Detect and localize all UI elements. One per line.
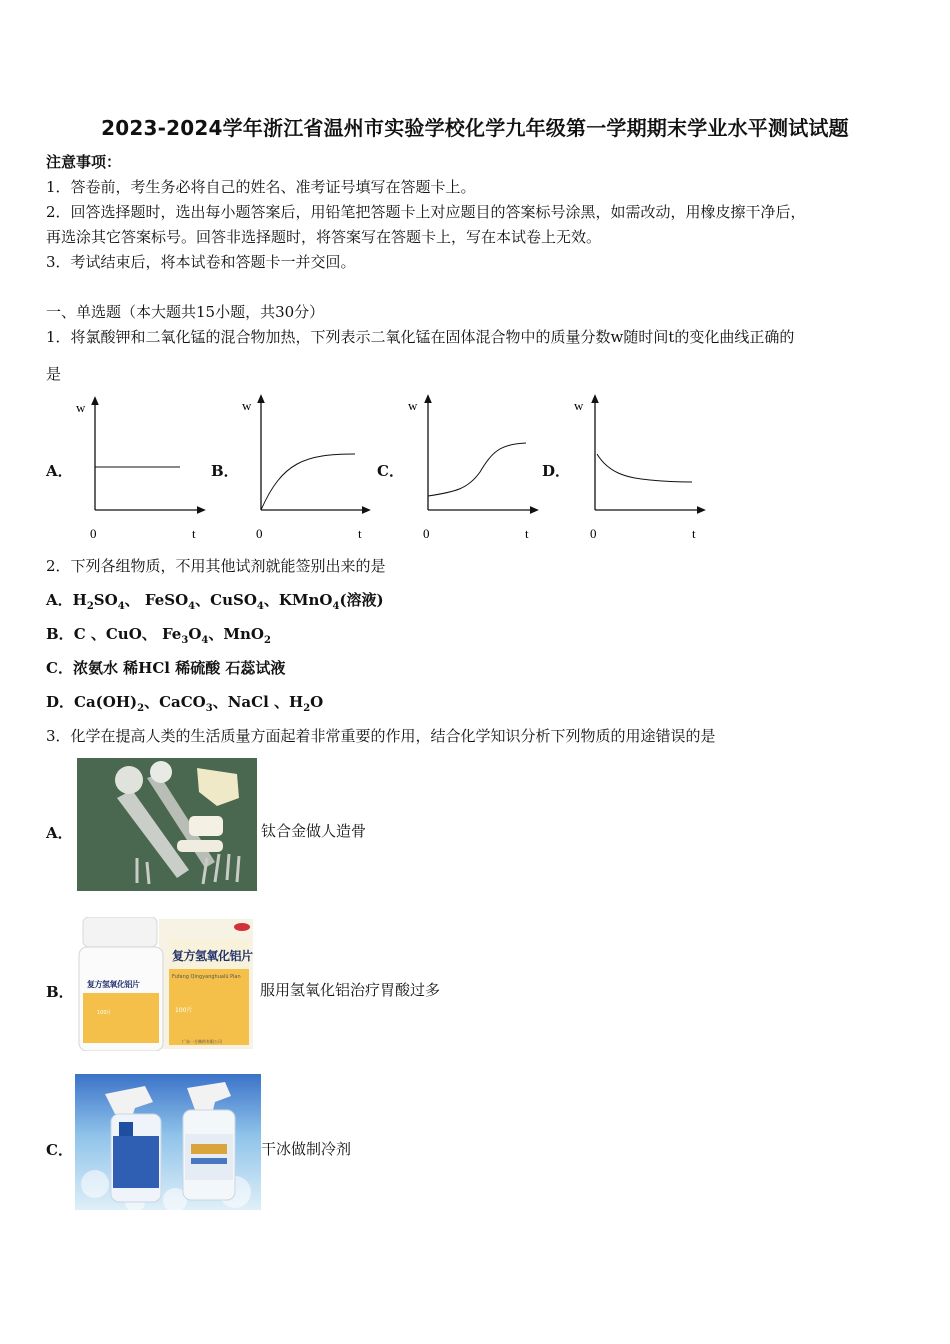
graph-b-t: t (358, 526, 362, 541)
page-title: 2023-2024学年浙江省温州市实验学校化学九年级第一学期期末学业水平测试试题 (101, 116, 849, 140)
titanium-bone-photo (77, 758, 257, 891)
medicine-box-photo (77, 917, 255, 1051)
graph-c (408, 398, 535, 541)
q1-option-d-label: D． (542, 462, 571, 480)
q3-option-c-text: 干冰做制冷剂 (261, 1140, 352, 1158)
graph-a-w: w (76, 400, 86, 415)
graph-d (574, 398, 702, 541)
coolant-spray-photo (75, 1074, 261, 1210)
q1-option-c-label: C． (377, 462, 404, 480)
q3-option-b-text: 服用氢氧化铝治疗胃酸过多 (260, 981, 441, 999)
q2-option-c: C．浓氨水 稀HCl 稀硫酸 石蕊试液 (46, 659, 286, 677)
bottle-count: 100片 (97, 1010, 112, 1016)
q2-option-d: D．$Ca(OH)_2$、CaCO$_3$、NaCl 、$H_2O$ (46, 693, 324, 714)
graph-b-origin: 0 (256, 526, 263, 541)
graph-c-curve (428, 443, 526, 496)
box-subtitle: Fufang Qingyanghualü Pian (172, 974, 241, 980)
q3-option-b-label: B． (46, 983, 74, 1001)
q2-text: 2．下列各组物质，不用其他试剂就能签别出来的是 (46, 557, 386, 575)
q3-option-a-text: 钛合金做人造骨 (261, 822, 367, 840)
q3-option-c-label: C． (46, 1141, 73, 1159)
q3-text: 3．化学在提高人类的生活质量方面起着非常重要的作用，结合化学知识分析下列物质的用途错误的是 (46, 727, 716, 745)
q1-option-b-label: B． (211, 462, 239, 480)
q1-option-a-label: A． (46, 462, 73, 480)
graph-c-w: w (408, 398, 418, 413)
q1-text: 1．将氯酸钾和二氧化锰的混合物加热，下列表示二氧化锰在固体混合物中的质量分数w随时间t的变化曲线正确的 (46, 328, 795, 346)
graph-a (76, 400, 202, 541)
notice-heading: 注意事项： (46, 153, 122, 171)
q1-text-cont: 是 (46, 365, 62, 383)
graph-d-curve (597, 454, 692, 482)
graph-b (242, 398, 367, 541)
notice-item-3: 3．考试结束后，将本试卷和答题卡一并交回。 (46, 253, 356, 271)
graph-d-t: t (692, 526, 696, 541)
q3-option-a-label: A． (46, 824, 73, 842)
section-heading: 一、单选题（本大题共15小题，共30分） (46, 303, 325, 321)
box-count: 100片 (175, 1007, 193, 1014)
graph-d-w: w (574, 398, 584, 413)
graph-a-origin: 0 (90, 526, 97, 541)
box-title: 复方氢氧化铝片 (172, 949, 253, 963)
notice-item-2-cont: 再选涂其它答案标号。回答非选择题时，将答案写在答题卡上，写在本试卷上无效。 (46, 228, 602, 246)
graph-b-w: w (242, 398, 252, 413)
notice-item-2: 2．回答选择题时，选出每小题答案后，用铅笔把答题卡上对应题目的答案标号涂黑，如需改动，用橡皮擦干净后， (46, 203, 806, 221)
q2-option-a: A．$H_2SO_4$、 FeSO$_4$、CuSO$_4$、KMnO$_4$(溶液) (46, 591, 384, 612)
graph-d-origin: 0 (590, 526, 597, 541)
graph-c-t: t (525, 526, 529, 541)
notice-item-1: 1．答卷前，考生务必将自己的姓名、准考证号填写在答题卡上。 (46, 178, 476, 196)
box-maker: 广东一方制药有限公司 (182, 1039, 222, 1044)
graph-c-origin: 0 (423, 526, 430, 541)
bottle-title: 复方氢氧化铝片 (87, 980, 140, 989)
graph-a-t: t (192, 526, 196, 541)
q1-graphs (60, 392, 720, 552)
graph-b-curve (261, 454, 355, 510)
q2-option-b: B．C 、CuO、 $Fe_3O_4$、MnO$_2$ (46, 625, 271, 646)
